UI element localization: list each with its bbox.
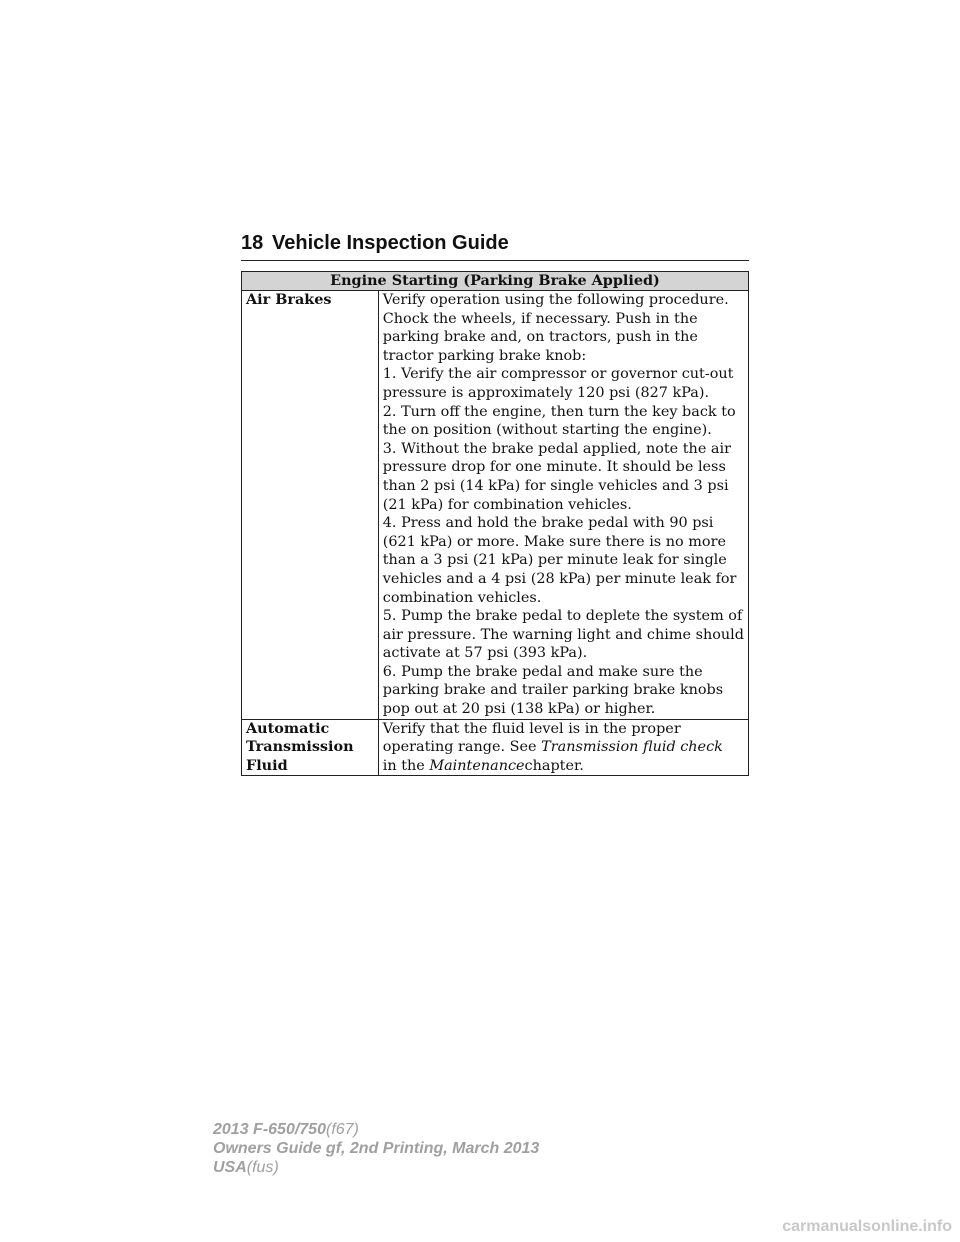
description-line: 3. Without the brake pedal applied, note the air [382, 440, 731, 457]
description-line: 6. Pump the brake pedal and make sure the [382, 663, 703, 680]
page-header [241, 232, 749, 261]
description-line: than a 3 psi (21 kPa) per minute leak for single [382, 552, 727, 569]
table-heading: Engine Starting (Parking Brake Applied) [242, 272, 749, 291]
row-label-transmission-fluid: Automatic Transmission Fluid [242, 719, 379, 776]
description-line: Verify operation using the following procedure. [382, 292, 729, 308]
description-line: parking brake and trailer parking brake knobs [382, 682, 724, 699]
description-line: the on position (without starting the engine). [382, 422, 712, 439]
description-line: combination vehicles. [382, 589, 542, 606]
description-line: air pressure. The warning light and chime should [382, 626, 744, 643]
description-line: vehicles and a 4 psi (28 kPa) per minute leak for [382, 570, 737, 587]
description-line: (21 kPa) for combination vehicles. [382, 496, 632, 513]
table-row [242, 291, 749, 720]
description-line: parking brake and, on tractors, push in the [382, 329, 698, 346]
description-line: tractor parking brake knob: [382, 347, 587, 364]
row-description-transmission-fluid: Verify that the fluid level is in the proper operating range. See Transmission fluid check in the Maintenancechapter. [378, 719, 748, 776]
description-line: pressure is approximately 120 psi (827 kPa). [382, 384, 710, 401]
page-title: Vehicle Inspection Guide [272, 232, 509, 254]
document-footer: 2013 F-650/750(f67) Owners Guide gf, 2nd Printing, March 2013 USA(fus) [213, 1121, 540, 1176]
description-line: 2. Turn off the engine, then turn the key back to [382, 403, 736, 420]
page-number: 18 [241, 232, 264, 254]
description-line: pop out at 20 psi (138 kPa) or higher. [382, 701, 656, 718]
description-line: pressure drop for one minute. It should be less [382, 459, 726, 476]
description-line: 1. Verify the air compressor or governor cut-out [382, 366, 734, 383]
watermark: carmanualsonline.info [782, 1218, 952, 1235]
inspection-table [241, 271, 749, 776]
cross-reference-transmission-fluid-check: Transmission fluid check [541, 739, 723, 756]
description-line: 4. Press and hold the brake pedal with 90 psi [382, 515, 714, 532]
row-description-air-brakes [378, 291, 748, 720]
description-line: than 2 psi (14 kPa) for single vehicles and 3 psi [382, 477, 729, 494]
table-row [242, 719, 749, 776]
cross-reference-maintenance: Maintenance [429, 757, 525, 774]
description-line: Chock the wheels, if necessary. Push in the [382, 310, 698, 327]
description-line: (621 kPa) or more. Make sure there is no more [382, 533, 726, 550]
description-line: 5. Pump the brake pedal to deplete the system of [382, 608, 743, 625]
description-line: activate at 57 psi (393 kPa). [382, 645, 588, 662]
row-label-air-brakes: Air Brakes [242, 291, 379, 720]
